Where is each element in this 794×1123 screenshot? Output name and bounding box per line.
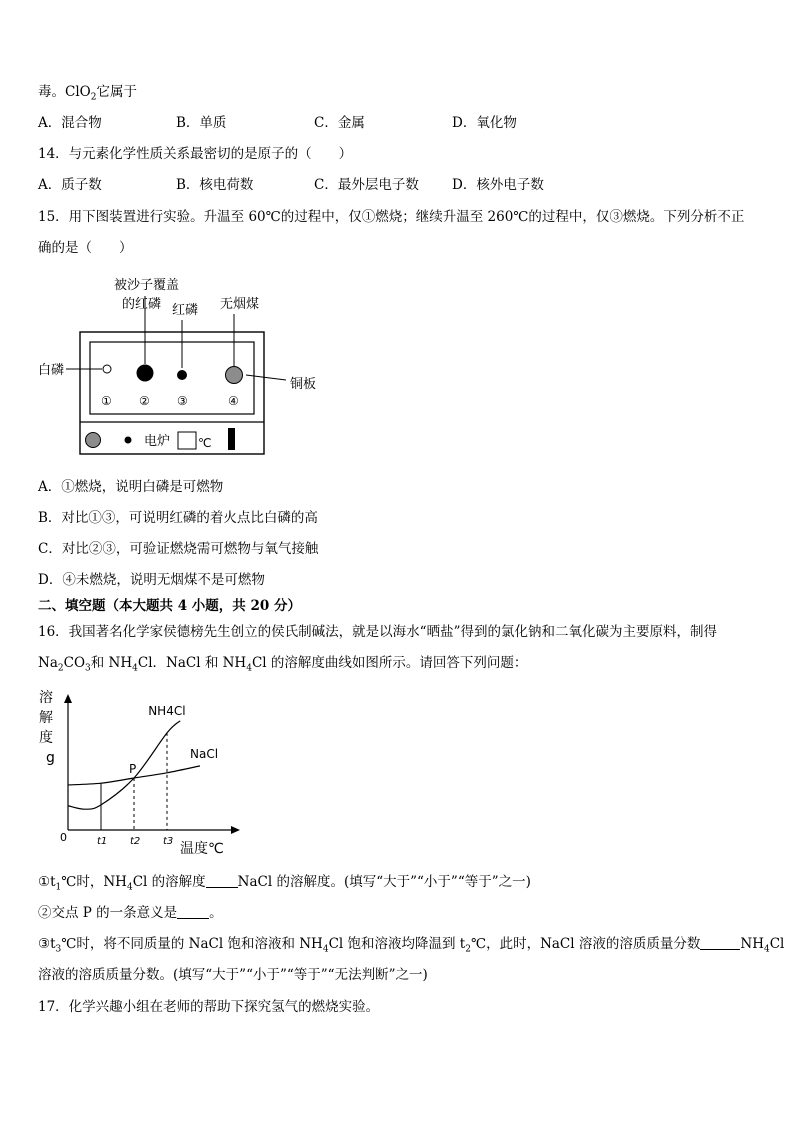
label-sand-line2: 的红磷: [122, 297, 162, 312]
sample-sand-red-phosphorus: [137, 365, 154, 382]
q16-sub3-blank[interactable]: [700, 935, 740, 950]
q16-text-nh: 和 NH: [90, 655, 133, 671]
q16-sub3-e: NH: [740, 936, 764, 952]
circle-label-3: ③: [177, 394, 188, 408]
q16-sub-1: 2: [57, 663, 64, 674]
y-label-char-2: 解: [39, 710, 53, 726]
q16-sub3-c: Cl 饱和溶液均降温到 t: [328, 936, 466, 952]
circle-label-1: ①: [101, 394, 112, 408]
q16-sub3-a: ③t: [38, 936, 56, 952]
section-2-title: 二、填空题（本大题共 4 小题，共 20 分）: [38, 598, 301, 614]
y-label-char-4: g: [46, 750, 55, 766]
q16-sub1: [38, 872, 531, 898]
circle-label-2: ②: [139, 394, 150, 408]
q15-option-b[interactable]: B．对比①③，可说明红磷的着火点比白磷的高: [38, 510, 318, 526]
q16-sub3-d: ℃，此时，NaCl 溶液的溶质质量分数: [470, 936, 701, 952]
q13-tail-end: 它属于: [96, 84, 137, 100]
pointer-copper: [246, 375, 286, 380]
x-tick-label-t1: t1: [97, 836, 108, 847]
q15-option-d[interactable]: D．④未燃烧，说明无烟煤不是可燃物: [38, 572, 265, 588]
q17-stem: 17．化学兴趣小组在老师的帮助下探究氢气的燃烧实验。: [38, 999, 380, 1015]
q16-sub1-c: Cl 的溶解度: [132, 874, 206, 890]
sample-red-phosphorus: [177, 370, 187, 380]
q16-sub1-blank[interactable]: [206, 873, 238, 888]
x-tick-label-t3: t3: [163, 836, 174, 847]
series-line-nh4cl: [68, 721, 180, 809]
q16-sub3-sub1: 3: [55, 944, 62, 955]
q16-sub2-b: 。: [209, 905, 223, 921]
label-red-phosphorus: 红磷: [172, 303, 199, 318]
temperature-display: [178, 432, 196, 449]
q16-sub1-sub: 1: [55, 882, 62, 893]
q16-sub3-line2: 溶液的溶质质量分数。(填写“大于”“小于”“等于”“无法判断”之一): [38, 967, 428, 983]
series-label-nacl: NaCl: [190, 746, 219, 761]
q13-option-b[interactable]: B．单质: [176, 115, 227, 131]
q16-sub1-d: NaCl 的溶解度。(填写“大于”“小于”“等于”之一): [237, 874, 531, 890]
q15-option-c[interactable]: C．对比②③，可验证燃烧需可燃物与氧气接触: [38, 541, 319, 557]
y-label-char-1: 溶: [39, 690, 53, 706]
y-axis-arrow: [64, 694, 72, 703]
q14-option-d[interactable]: D．核外电子数: [452, 177, 544, 193]
q16-sub2-blank[interactable]: [177, 904, 209, 919]
circle-label-4: ④: [228, 394, 239, 408]
q15-option-a[interactable]: A．①燃烧，说明白磷是可燃物: [38, 479, 224, 495]
q16-sub2-a: ②交点 P 的一条意义是: [38, 905, 178, 921]
q16-sub3-sub3: 2: [465, 944, 471, 955]
q13-tail: [38, 82, 137, 108]
q16-text-na: Na: [38, 655, 58, 671]
q16-text-cl: Cl．NaCl 和 NH: [137, 655, 247, 671]
q16-sub3-sub4: 4: [763, 944, 770, 955]
apparatus-outer-frame: [80, 332, 264, 454]
label-sand-line1: 被沙子覆盖: [114, 278, 180, 293]
q16-sub-4: 4: [246, 663, 252, 674]
solubility-chart: [34, 684, 254, 860]
q16-sub-3: 4: [132, 663, 138, 674]
q14-option-a[interactable]: A．质子数: [38, 177, 102, 193]
furnace-knob: [86, 433, 101, 448]
q14-option-b[interactable]: B．核电荷数: [176, 177, 254, 193]
q14-stem: 14．与元素化学性质关系最密切的是原子的（ ）: [38, 146, 353, 162]
q16-sub3-sub2: 4: [322, 944, 329, 955]
q13-option-c[interactable]: C．金属: [314, 115, 365, 131]
x-tick-label-t2: t2: [130, 836, 141, 847]
q14-option-c[interactable]: C．最外层电子数: [314, 177, 419, 193]
x-axis-arrow: [231, 826, 240, 834]
q15-stem-line2: 确的是（ ）: [38, 240, 133, 256]
furnace-label: 电炉: [144, 434, 171, 449]
q16-sub2: [38, 903, 223, 923]
q13-option-d[interactable]: D．氧化物: [452, 115, 517, 131]
label-copper-plate: 铜板: [290, 377, 317, 392]
q16-sub-2: 3: [85, 663, 91, 674]
q15-stem-line1: 15．用下图装置进行实验。升温至 60℃的过程中，仅①燃烧；继续升温至 260℃的过程中，仅③燃烧。下列分析不正: [38, 209, 745, 225]
furnace-indicator: [125, 437, 132, 444]
temperature-unit: ℃: [198, 436, 212, 450]
q13-tail-sub: 2: [90, 92, 97, 103]
q16-sub1-b: ℃时，NH: [61, 874, 127, 890]
q16-sub3-b: ℃时，将不同质量的 NaCl 饱和溶液和 NH: [61, 936, 323, 952]
furnace-switch: [228, 428, 235, 450]
q16-sub3: [38, 934, 784, 960]
label-smokeless-coal: 无烟煤: [220, 297, 260, 312]
sample-white-phosphorus: [103, 365, 111, 373]
label-white-phosphorus: 白磷: [38, 363, 65, 378]
q16-text-end: Cl 的溶解度曲线如图所示。请回答下列问题：: [251, 655, 528, 671]
y-label-char-3: 度: [39, 730, 53, 746]
sample-smokeless-coal: [226, 367, 243, 384]
x-axis-label: 温度℃: [180, 841, 224, 857]
q13-option-a[interactable]: A．混合物: [38, 115, 102, 131]
q15-apparatus-figure: [30, 270, 350, 460]
q16-sub3-f: Cl: [769, 936, 785, 952]
q16-text-co: CO: [63, 655, 86, 671]
q16-stem-line1: 16．我国著名化学家侯德榜先生创立的侯氏制碱法，就是以海水“晒盐”得到的氯化钠和二氧化碳为主要原料，制得: [38, 624, 717, 640]
series-label-nh4cl: NH4Cl: [148, 703, 186, 718]
q16-stem-line2: [38, 653, 527, 679]
q13-tail-text: 毒。ClO: [38, 84, 91, 100]
q16-sub1-sub2: 4: [126, 882, 133, 893]
intersection-label: P: [129, 762, 137, 776]
origin-label: 0: [60, 831, 67, 844]
q16-sub1-a: ①t: [38, 874, 56, 890]
